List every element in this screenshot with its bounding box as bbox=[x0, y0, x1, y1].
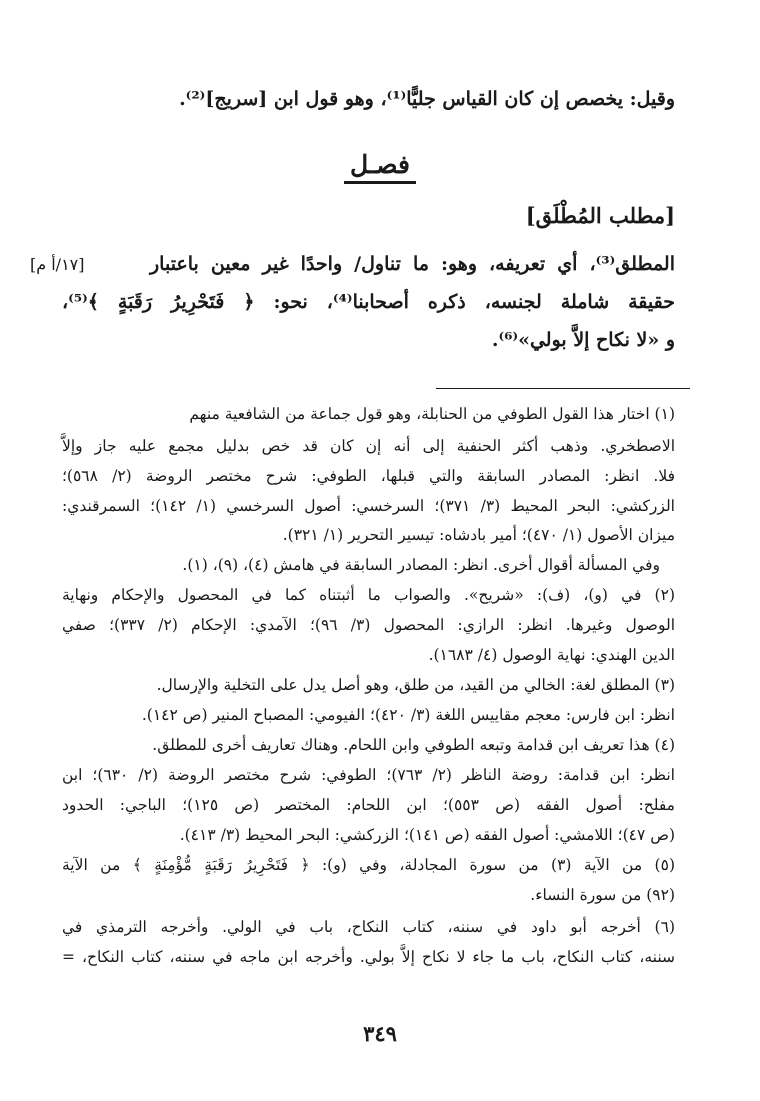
footnote-line: انظر: ابن قدامة: روضة الناظر (٢/ ٧٦٣)؛ الطوفي: شرح مختصر الروضة (٢/ ٦٣٠)؛ ابن bbox=[62, 766, 675, 784]
footnote-line: الاصطخري. وذهب أكثر الحنفية إلى أنه إن كان قد خص بدليل مجمع عليه جاز وإلاَّ bbox=[62, 437, 675, 455]
footnote-line: (٥) من الآية (٣) من سورة المجادلة، وفي (و): ﴿ فَتَحْرِيرُ رَقَبَةٍ مُّؤْمِنَةٍ ﴾ من الآية bbox=[62, 856, 675, 874]
footnote-line: وفي المسألة أقوال أخرى. انظر: المصادر السابقة في هامش (٤)، (٩)، (١). bbox=[182, 556, 660, 574]
footnote-line: (ص ٤٧)؛ اللامشي: أصول الفقه (ص ١٤١)؛ الزركشي: البحر المحيط (٣/ ٤١٣). bbox=[179, 826, 675, 844]
footnote-line: (١) اختار هذا القول الطوفي من الحنابلة، وهو قول جماعة من الشافعية منهم bbox=[189, 405, 675, 423]
section-heading bbox=[0, 150, 760, 184]
footnote-line: ميزان الأصول (١/ ٤٧٠)؛ أمير بادشاه: تيسير التحرير (١/ ٣٢١). bbox=[282, 526, 675, 544]
footnote-line: الوصول وغيرها. انظر: الرازي: المحصول (٣/ ٩٦)؛ الآمدي: الإحكام (٢/ ٣٣٧)؛ صفي bbox=[62, 616, 676, 634]
footnote-line: (٣) المطلق لغة: الخالي من القيد، من طلق، وهو أصل يدل على التخلية والإرسال. bbox=[156, 676, 675, 694]
page-number: ٣٤٩ bbox=[363, 1021, 397, 1046]
footnote-line: (٤) هذا تعريف ابن قدامة وتبعه الطوفي وابن اللحام. وهناك تعاريف أخرى للمطلق. bbox=[152, 736, 675, 754]
body-line: حقيقة شاملة لجنسه، ذكره أصحابنا⁽⁴⁾، نحو: ﴿ فَتَحْرِيرُ رَقَبَةٍ ﴾⁽⁵⁾، bbox=[62, 291, 675, 313]
footnote-line: مفلح: أصول الفقه (ص ٥٥٣)؛ ابن اللحام: المختصر (ص ١٢٥)؛ الباجي: الحدود bbox=[62, 796, 675, 814]
section-heading-text: فصـل bbox=[344, 151, 416, 184]
footnote-line: الزركشي: البحر المحيط (٣/ ٣٧١)؛ السرخسي: أصول السرخسي (١/ ١٤٢)؛ السمرقندي: bbox=[62, 497, 675, 515]
footnote-line: (٢) في (و)، (ف): «شريح». والصواب ما أثبتناه كما في المحصول والإحكام ونهاية bbox=[62, 586, 675, 604]
footnote-line: سننه، كتاب النكاح، باب ما جاء لا نكاح إلاَّ بولي. وأخرجه ابن ماجه في سننه، كتاب النكاح، = bbox=[62, 948, 675, 966]
footnote-line: (٩٢) من سورة النساء. bbox=[530, 886, 675, 904]
subheading: [مطلب المُطْلَق] bbox=[525, 203, 675, 228]
body-line: و «لا نكاح إلاَّ بولي»⁽⁶⁾. bbox=[491, 329, 675, 351]
intro-line: وقيل: يخصص إن كان القياس جليًّا⁽¹⁾، وهو قول ابن [سريج]⁽²⁾. bbox=[179, 88, 675, 110]
footnote-line: انظر: ابن فارس: معجم مقاييس اللغة (٣/ ٤٢٠)؛ الفيومي: المصباح المنير (ص ١٤٢). bbox=[141, 706, 675, 724]
footnote-separator bbox=[436, 388, 690, 389]
footnote-line: (٦) أخرجه أبو داود في سننه، كتاب النكاح، باب في الولي. وأخرجه الترمذي في bbox=[62, 918, 675, 936]
footnote-line: الدين الهندي: نهاية الوصول (٤/ ١٦٨٣). bbox=[428, 646, 675, 664]
body-line: المطلق⁽³⁾، أي تعريفه، وهو: ما تناول/ واحدًا غير معين باعتبار bbox=[150, 253, 675, 275]
margin-marker: [١٧/أ م] bbox=[30, 255, 85, 274]
footnote-line: فلا. انظر: المصادر السابقة والتي قبلها، الطوفي: شرح مختصر الروضة (٢/ ٥٦٨)؛ bbox=[62, 467, 675, 485]
